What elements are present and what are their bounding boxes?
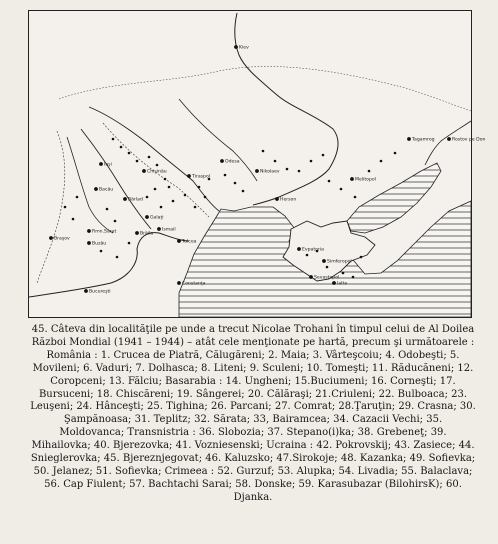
place-label: Buzău <box>92 241 107 247</box>
caption-title: 45. Câteva din localităţile pe unde a trecut Nicolae Trohani în timpul celui de Al Doilea Război Mondial (1941 – 1944) – atât cele menţionate pe hartă, precum şi următoarele : <box>31 324 475 348</box>
place-marker <box>220 159 224 163</box>
place-label: Sevastopol <box>314 275 340 281</box>
locality-dot <box>128 152 131 155</box>
place-label: Galaţi <box>150 215 164 221</box>
place-marker <box>177 239 181 243</box>
locality-dot <box>168 186 171 189</box>
locality-dot <box>394 152 397 155</box>
place-label: Evpatoria <box>302 247 324 253</box>
place-1 <box>407 137 435 143</box>
place-label: Nikolaev <box>260 169 280 175</box>
place-label: Brăila <box>140 231 154 237</box>
place-marker <box>297 247 301 251</box>
locality-dot <box>234 182 237 185</box>
place-8 <box>142 169 167 175</box>
place-5 <box>350 177 376 183</box>
place-23 <box>309 275 339 281</box>
locality-dot <box>72 218 75 221</box>
locality-dot <box>128 242 131 245</box>
place-marker <box>309 275 313 279</box>
place-label: Tagamrog <box>412 137 435 143</box>
place-marker <box>94 187 98 191</box>
place-2 <box>447 137 485 143</box>
place-label: Bucureşti <box>89 289 111 295</box>
place-label: Rmn.Sărat <box>92 229 117 235</box>
locality-dot <box>136 160 139 163</box>
locality-dot <box>198 186 201 189</box>
place-label: Herson <box>280 197 297 203</box>
place-marker <box>322 259 326 263</box>
border-line-west <box>37 131 65 283</box>
border-line-north <box>59 66 471 111</box>
locality-dot <box>326 266 329 269</box>
locality-dot <box>116 256 119 259</box>
place-marker <box>177 281 181 285</box>
locality-dot <box>224 174 227 177</box>
place-label: Rostov pe Don <box>452 137 486 143</box>
locality-dot <box>114 220 117 223</box>
river-danube <box>29 233 189 297</box>
place-11 <box>123 196 143 203</box>
place-label: Odesa <box>225 159 240 165</box>
place-label: Ialta <box>337 281 348 287</box>
river-don <box>425 121 471 165</box>
place-marker <box>407 137 411 141</box>
place-3 <box>220 159 240 165</box>
place-label: Braşov <box>54 236 70 242</box>
place-label: Tulcea <box>182 239 197 245</box>
place-label: Kiev <box>239 45 249 51</box>
place-0 <box>234 45 249 51</box>
place-marker <box>87 241 91 245</box>
locality-dot <box>76 196 79 199</box>
locality-dot <box>340 188 343 191</box>
map-caption <box>30 324 476 505</box>
place-13 <box>135 231 153 237</box>
locality-dot <box>310 160 313 163</box>
place-label: Tiraspol <box>192 174 211 180</box>
place-18 <box>87 241 106 247</box>
place-label: Chişinău <box>147 169 167 175</box>
locality-dot <box>194 206 197 209</box>
locality-dot <box>352 276 355 279</box>
locality-dot <box>204 196 207 199</box>
place-label: Bârlad <box>128 197 143 203</box>
river-prut <box>81 129 151 229</box>
locality-dot <box>298 170 301 173</box>
locality-dot <box>172 200 175 203</box>
locality-dot <box>286 168 289 171</box>
river-southern-bug <box>179 99 257 181</box>
locality-dot <box>184 194 187 197</box>
place-marker <box>332 281 336 285</box>
river-dnieper <box>235 13 338 205</box>
place-marker <box>447 137 451 141</box>
place-22 <box>322 259 352 265</box>
river-dniester <box>89 107 219 211</box>
place-marker <box>145 215 149 219</box>
locality-dot <box>262 150 265 153</box>
locality-dot <box>112 138 115 141</box>
place-15 <box>177 239 197 245</box>
place-marker <box>123 197 127 201</box>
place-marker <box>99 162 103 166</box>
caption-body: România : 1. Crucea de Piatră, Călugăreni; 2. Maia; 3. Vârteşcoiu; 4. Odobeşti; 5. Movileni; 6. Vaduri; 7. Dolhasca; 8. Liteni; 9. Sculeni; 10. Tomeşti; 11. Răducăneni; 12. Coropceni; 13. Fălciu; Basarabia : 14. Ungheni; 15.Buciumeni; 16. Corneşti; 17. Bursuceni; 18. Chiscăreni; 19. Sângerei; 20. Călăraşi; 21.Criuleni; 22. Bulboaca; 23. Leuşeni; 24. Hânceşti; 25. Tighina; 26. Parcani; 27. Comrat; 28.Ţaruţin; 29. Crasna; 30. Şampănoasa; 31. Teplitz; 32. Sărata; 33, Bairamcea; 34. Cazacii Vechi; 35. Moldovanca; Transnistria : 36. Slobozia; 37. Stepano(i)ka; 38. Grebeneţ; 39. Mihailovka; 40. Bjerezovka; 41. Vozniesenski; Ucraina : 42. Pokrovskij; 43. Zasiece; 44. Snieglerovka; 45. Bjereznjegovat; 46. Kaluzsko; 47.Sirokoje; 48. Kazanka; 49. Sofievka; 50. Jelanez; 51. Sofievka; Crimeea : 52. Gurzuf; 53. Alupka; 54. Livadia; 55. Balaclava; 56. Cap Fiulent; 57. Bachtachi Sarai; 58. Donske; 59. Karasubazar (BilohirsK); 60. Djanka. <box>30 349 476 503</box>
locality-dot <box>380 160 383 163</box>
locality-dot <box>328 180 331 183</box>
place-marker <box>187 174 191 178</box>
place-marker <box>135 231 139 235</box>
place-16 <box>177 281 206 287</box>
place-20 <box>84 289 110 295</box>
place-label: Bacău <box>99 187 114 193</box>
sea-of-azov <box>347 163 441 233</box>
historical-map <box>28 10 486 318</box>
place-label: Ismail <box>162 227 176 233</box>
locality-dot <box>100 250 103 253</box>
place-marker <box>84 289 88 293</box>
locality-dot <box>360 256 363 259</box>
place-marker <box>49 236 53 240</box>
place-label: Simferopol <box>327 259 352 265</box>
locality-dot <box>274 160 277 163</box>
place-label: Iaşi <box>104 162 112 168</box>
place-marker <box>350 177 354 181</box>
locality-dot <box>164 178 167 181</box>
locality-dot <box>106 208 109 211</box>
place-marker <box>157 227 161 231</box>
locality-dot <box>342 272 345 275</box>
place-marker <box>87 229 91 233</box>
place-17 <box>87 229 116 235</box>
locality-dot <box>368 170 371 173</box>
locality-dot <box>120 146 123 149</box>
place-label: Melitopol <box>355 177 376 183</box>
locality-dot <box>156 164 159 167</box>
place-marker <box>234 45 238 49</box>
locality-dot <box>146 196 149 199</box>
place-14 <box>157 227 175 233</box>
locality-dot <box>242 190 245 193</box>
locality-dot <box>322 154 325 157</box>
place-4 <box>255 169 280 175</box>
place-label: Constanţa <box>182 281 206 287</box>
locality-dot <box>306 254 309 257</box>
locality-dot <box>160 206 163 209</box>
locality-dot <box>154 188 157 191</box>
place-10 <box>94 187 113 193</box>
place-12 <box>145 215 163 221</box>
locality-dot <box>148 156 151 159</box>
place-marker <box>275 197 279 201</box>
place-marker <box>255 169 259 173</box>
locality-dot <box>64 206 67 209</box>
locality-dot <box>354 196 357 199</box>
place-9 <box>99 162 112 168</box>
place-marker <box>142 169 146 173</box>
place-21 <box>297 247 324 253</box>
